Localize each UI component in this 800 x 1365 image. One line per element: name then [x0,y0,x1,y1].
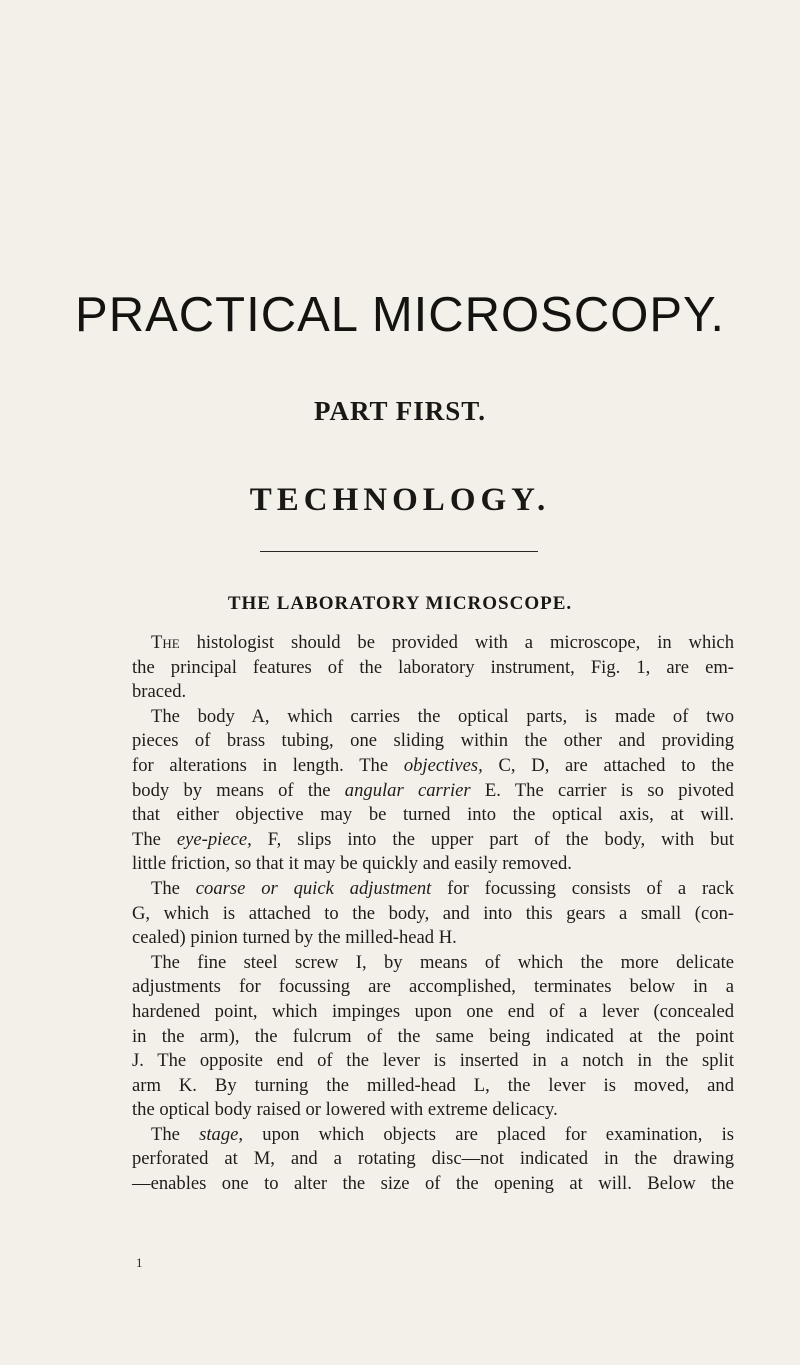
text-line: little friction, so that it may be quickly and easily removed. [132,853,572,875]
text-line: perforated at M, and a rotating disc—not indicated in the drawing [132,1148,734,1170]
text-line: body by means of the angular carrier E. The carrier is so pivoted [132,779,734,801]
term-coarse-adjustment: coarse or quick adjustment [195,877,432,899]
text-line: pieces of brass tubing, one sliding within the other and providing [132,730,734,752]
part-title: PART FIRST. [313,396,487,426]
text-line: braced. [132,681,187,703]
text-line: hardened point, which impinges upon one end of a lever (concealed [132,1000,734,1022]
main-title: PRACTICAL MICROSCOPY. [75,288,725,342]
text-line: The body A, which carries the optical parts, is made of two [151,705,734,727]
section-title: TECHNOLOGY. [249,482,551,518]
text-line: in the arm), the fulcrum of the same being indicated at the point [132,1025,734,1047]
text-line: for alterations in length. The objectives, C, D, are attached to the [132,754,734,776]
term-eye-piece: eye-piece, [176,828,252,850]
text-line: cealed) pinion turned by the milled-head H. [132,927,457,949]
text-line: The histologist should be provided with a microscope, in which [151,632,734,653]
text-line: G, which is attached to the body, and into this gears a small (con- [132,902,734,924]
term-objectives: objectives, [403,754,483,776]
text-line: The stage, upon which objects are placed for examination, is [151,1123,734,1145]
term-stage: stage, [199,1123,244,1145]
text-line: The eye-piece, F, slips into the upper part of the body, with but [132,828,734,850]
body-text [132,631,734,1197]
text-line: J. The opposite end of the lever is inserted in a notch in the split [132,1050,734,1072]
page-number: 1 [136,1255,143,1270]
term-angular-carrier: angular carrier [344,779,471,801]
text-line: —enables one to alter the size of the opening at will. Below the [132,1173,734,1195]
chapter-title: THE LABORATORY MICROSCOPE. [227,593,573,614]
text-line: the principal features of the laboratory instrument, Fig. 1, are em- [132,656,734,678]
divider-rule [260,551,538,552]
text-line: The coarse or quick adjustment for focussing consists of a rack [151,877,734,899]
text-line: the optical body raised or lowered with extreme delicacy. [132,1099,558,1121]
text-line: The fine steel screw I, by means of which the more delicate [151,951,734,973]
lead-word: The [151,632,180,653]
text-line: that either objective may be turned into the optical axis, at will. [132,804,734,826]
text-line: adjustments for focussing are accomplished, terminates below in a [132,976,734,998]
text-line: arm K. By turning the milled-head L, the lever is moved, and [132,1074,734,1096]
